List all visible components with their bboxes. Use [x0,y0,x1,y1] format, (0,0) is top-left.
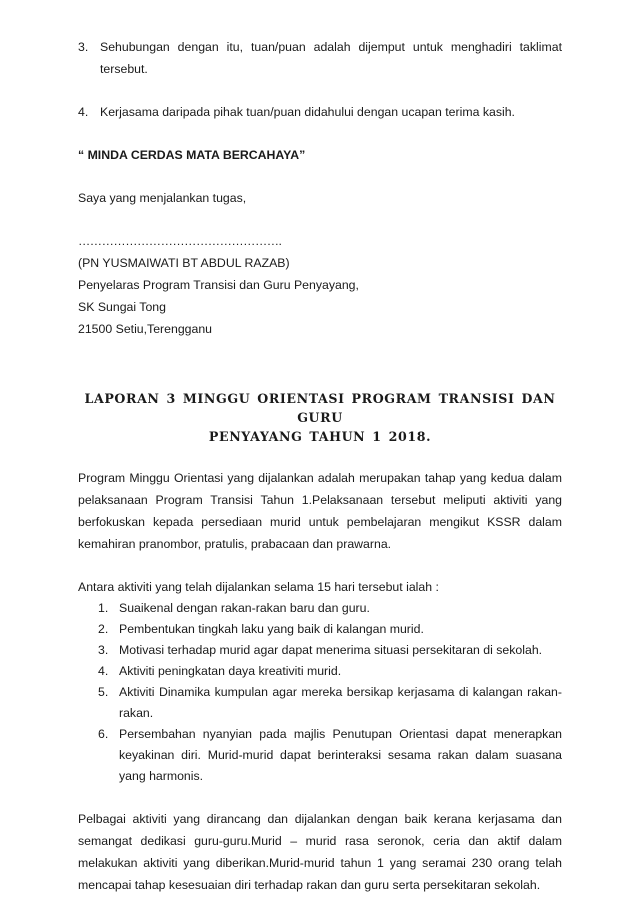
report-title-line-1: LAPORAN 3 MINGGU ORIENTASI PROGRAM TRANSISI DAN GURU [84,391,556,425]
list-item-text: Suaikenal dengan rakan-rakan baru dan guru. [119,601,370,615]
item-text: Kerjasama daripada pihak tuan/puan didahului dengan ucapan terima kasih. [100,105,515,119]
list-item-number: 2. [98,622,109,636]
list-item [98,598,562,619]
report-title [78,389,562,446]
closing-text: Saya yang menjalankan tugas, [78,191,247,205]
list-item [98,661,562,682]
activities-intro: Antara aktiviti yang telah dijalankan selama 15 hari tersebut ialah : [78,580,439,594]
list-item-number: 6. [98,727,109,741]
list-item-text: Aktiviti Dinamika kumpulan agar mereka bersikap kerjasama di kalangan rakan-rakan. [119,685,562,720]
motto: “ MINDA CERDAS MATA BERCAHAYA” [78,148,306,162]
signature-line: ……………………………………………. [78,234,282,248]
list-item-text: Aktiviti peningkatan daya kreativiti murid. [119,664,342,678]
list-item-number: 3. [98,643,109,657]
list-item-text: Motivasi terhadap murid agar dapat menerima situasi persekitaran di sekolah. [119,643,543,657]
school-name: SK Sungai Tong [78,300,166,314]
document-page [78,36,562,896]
list-item-number: 4. [98,664,109,678]
report-title-line-2: PENYAYANG TAHUN 1 2018. [208,429,432,444]
signer-role: Penyelaras Program Transisi dan Guru Penyayang, [78,278,359,292]
list-item-text: Pembentukan tingkah laku yang baik di kalangan murid. [119,622,424,636]
school-address: 21500 Setiu,Terengganu [78,322,213,336]
item-text: Sehubungan dengan itu, tuan/puan adalah dijemput untuk menghadiri taklimat tersebut. [100,40,562,76]
letter-item-3 [78,36,562,80]
list-item-text: Persembahan nyanyian pada majlis Penutupan Orientasi dapat menerapkan keyakinan diri. Murid-murid dapat berinteraksi sesama rakan dalam suasana yang harmonis. [119,727,562,783]
list-item [98,640,562,661]
list-item [98,724,562,787]
list-item [98,682,562,724]
list-item-number: 5. [98,685,109,699]
item-number: 3. [78,40,89,54]
signer-name: (PN YUSMAIWATI BT ABDUL RAZAB) [78,256,290,270]
list-item [98,619,562,640]
list-item-number: 1. [98,601,109,615]
report-intro: Program Minggu Orientasi yang dijalankan adalah merupakan tahap yang kedua dalam pelaksanaan Program Transisi Tahun 1.Pelaksanaan tersebut meliputi aktiviti yang berfokuskan kepada persediaan murid untuk pembelajaran mengikut KSSR dalam kemahiran pranombor, pratulis, prabacaan dan prawarna. [78,471,562,551]
item-number: 4. [78,105,89,119]
activities-list [98,598,562,787]
report-conclusion: Pelbagai aktiviti yang dirancang dan dijalankan dengan baik kerana kerjasama dan semangat dedikasi guru-guru.Murid – murid rasa seronok, ceria dan aktif dalam melakukan aktiviti yang diberikan.Murid-murid tahun 1 yang seramai 230 orang telah mencapai tahap kesesuaian diri terhadap rakan dan guru serta persekitaran sekolah. [78,812,562,892]
letter-item-4 [78,101,562,123]
